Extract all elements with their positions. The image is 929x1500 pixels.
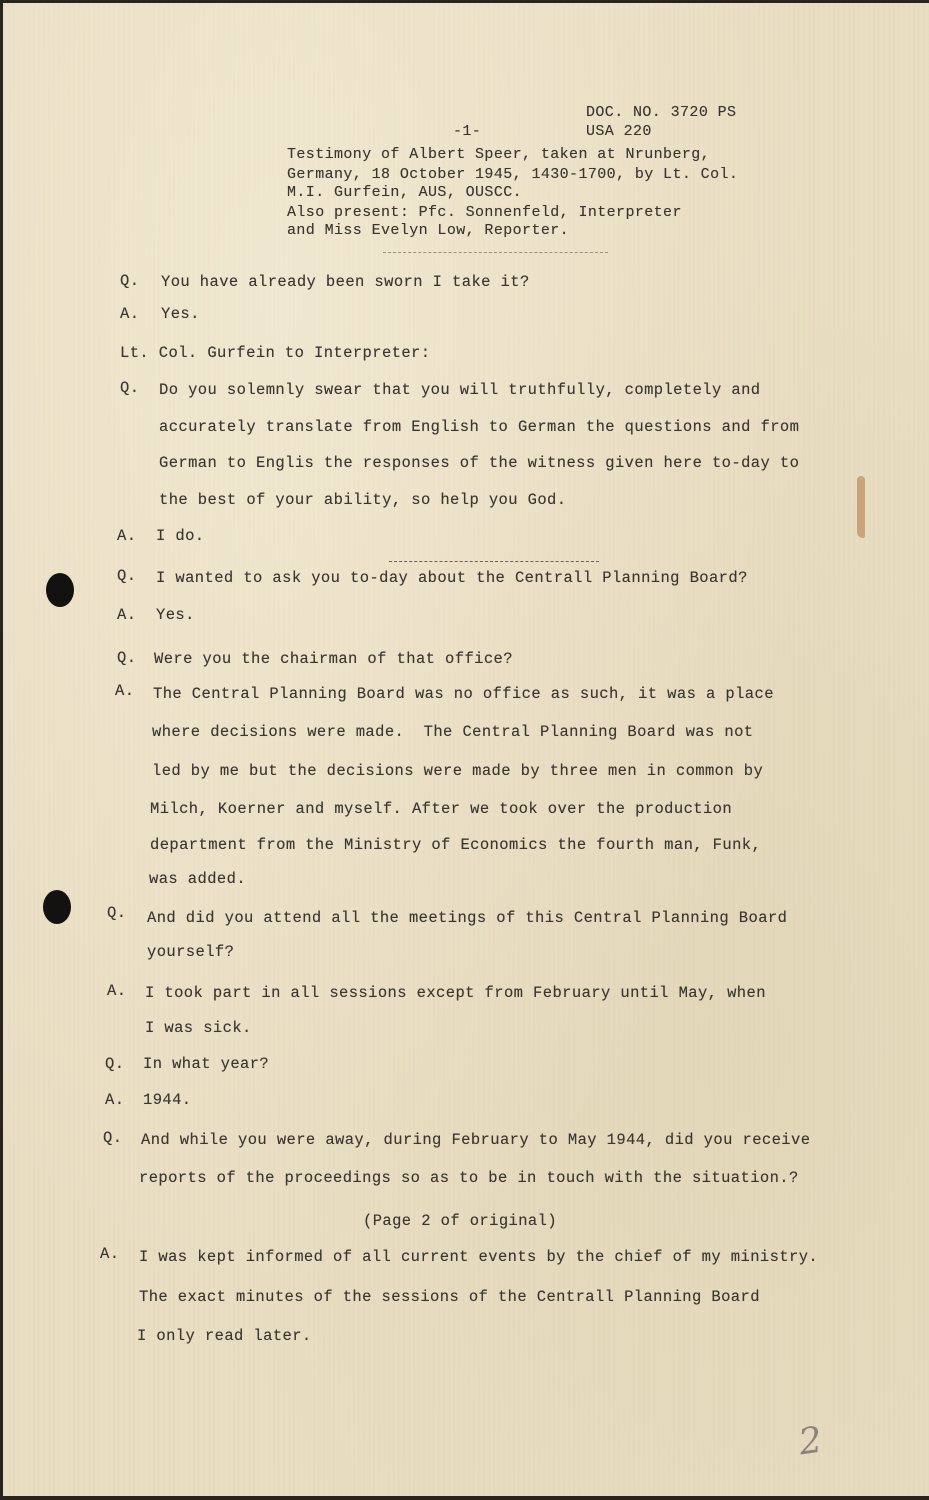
speaker-label: Q. <box>105 1055 125 1073</box>
transcript-line: Yes. <box>161 305 200 323</box>
speaker-label: Q. <box>120 272 140 290</box>
transcript-line: 1944. <box>143 1091 192 1109</box>
transcript-line: And while you were away, during February to May 1944, did you receive <box>141 1131 811 1149</box>
transcript-line: German to Englis the responses of the witness given here to-day to <box>159 454 800 472</box>
transcript-line: was added. <box>149 870 247 888</box>
transcript-line: You have already been sworn I take it? <box>161 273 530 291</box>
transcript-line: reports of the proceedings so as to be in touch with the situation.? <box>139 1169 799 1187</box>
speaker-label: A. <box>105 1091 125 1109</box>
transcript-line: The Central Planning Board was no office as such, it was a place <box>153 685 774 703</box>
transcript-line: Do you solemnly swear that you will truthfully, completely and <box>159 381 761 399</box>
original-page-marker: (Page 2 of original) <box>363 1212 558 1230</box>
transcript-line: I was kept informed of all current events by the chief of my ministry. <box>139 1248 819 1266</box>
page-marker: -1- <box>453 123 482 140</box>
transcript-line: The exact minutes of the sessions of the Centrall Planning Board <box>139 1288 760 1306</box>
caption-line: Also present: Pfc. Sonnenfeld, Interpreter <box>287 204 682 221</box>
speaker-label: Q. <box>117 567 137 585</box>
transcript-line: Lt. Col. Gurfein to Interpreter: <box>120 344 431 362</box>
document-page <box>3 3 929 1496</box>
header-divider <box>383 252 608 253</box>
speaker-label: A. <box>107 982 127 1000</box>
caption-line: and Miss Evelyn Low, Reporter. <box>287 222 570 239</box>
transcript-line: accurately translate from English to German the questions and from <box>159 418 800 436</box>
transcript-line: I took part in all sessions except from February until May, when <box>145 984 766 1002</box>
punch-hole <box>46 573 74 607</box>
speaker-label: A. <box>117 527 137 545</box>
transcript-line: Were you the chairman of that office? <box>154 650 513 668</box>
transcript-line: where decisions were made. The Central Planning Board was not <box>152 723 754 741</box>
transcript-line: And did you attend all the meetings of this Central Planning Board <box>147 909 788 927</box>
speaker-label: Q. <box>120 379 140 397</box>
transcript-line: I do. <box>156 527 205 545</box>
speaker-label: Q. <box>103 1129 123 1147</box>
transcript-line: yourself? <box>147 943 235 961</box>
transcript-line: I was sick. <box>145 1019 252 1037</box>
transcript-line: I only read later. <box>137 1327 312 1345</box>
punch-hole <box>43 890 71 924</box>
exhibit-number: USA 220 <box>586 123 652 140</box>
pencil-page-number: 2 <box>796 1419 825 1464</box>
speaker-label: A. <box>120 305 140 323</box>
caption-line: Germany, 18 October 1945, 1430-1700, by Lt. Col. <box>287 166 739 183</box>
transcript-line: led by me but the decisions were made by three men in common by <box>152 762 764 780</box>
section-divider <box>389 561 599 562</box>
speaker-label: A. <box>115 682 135 700</box>
transcript-line: In what year? <box>143 1055 270 1073</box>
paper-stain <box>857 476 865 538</box>
transcript-line: department from the Ministry of Economics the fourth man, Funk, <box>150 836 762 854</box>
transcript-line: the best of your ability, so help you God. <box>159 491 567 509</box>
speaker-label: A. <box>117 606 137 624</box>
caption-line: M.I. Gurfein, AUS, OUSCC. <box>287 184 523 201</box>
transcript-line: I wanted to ask you to-day about the Centrall Planning Board? <box>156 569 748 587</box>
speaker-label: A. <box>100 1245 120 1263</box>
speaker-label: Q. <box>107 904 127 922</box>
speaker-label: Q. <box>117 649 137 667</box>
transcript-line: Yes. <box>156 606 195 624</box>
doc-number: DOC. NO. 3720 PS <box>586 104 737 121</box>
transcript-line: Milch, Koerner and myself. After we took over the production <box>150 800 733 818</box>
caption-line: Testimony of Albert Speer, taken at Nrunberg, <box>287 146 711 163</box>
